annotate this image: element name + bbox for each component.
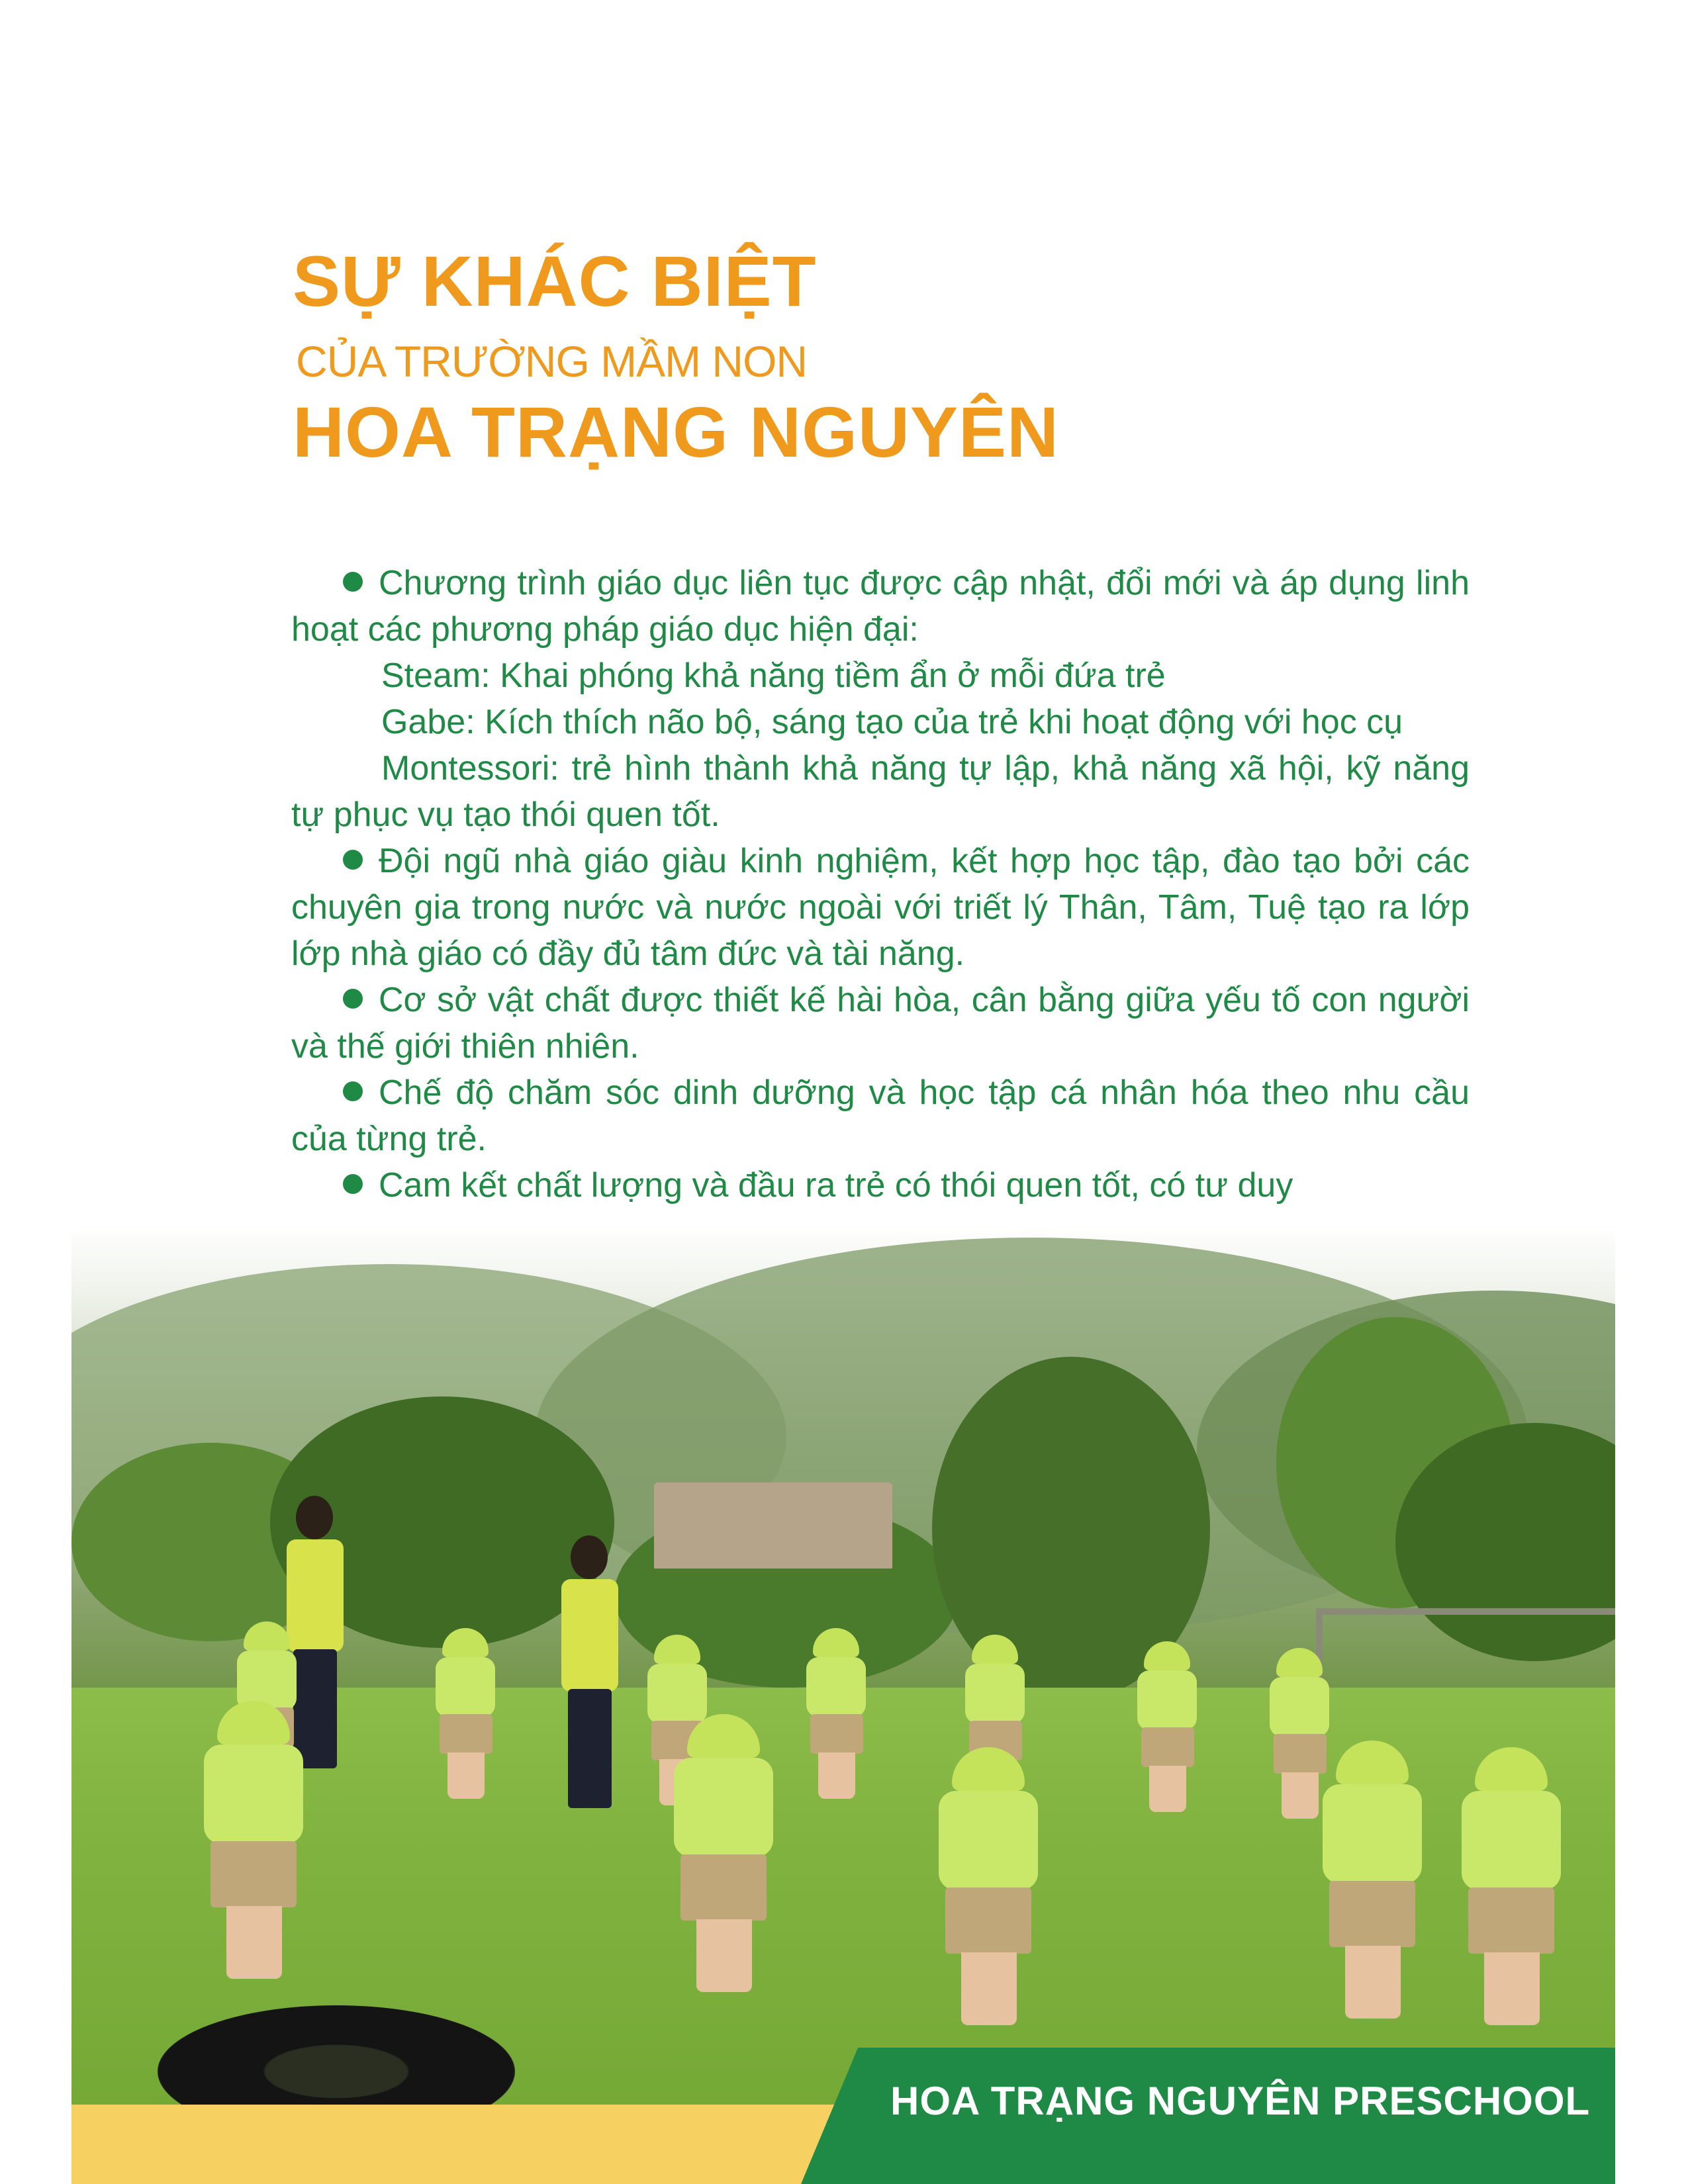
bullet-item xyxy=(291,977,1470,1069)
bullet-text: Đội ngũ nhà giáo giàu kinh nghiệm, kết hợp học tập, đào tạo bởi các chuyên gia trong nước và nước ngoài với triết lý Thân, Tâm, Tuệ tạo ra lớp lớp nhà giáo có đầy đủ tâm đức và tài năng. xyxy=(291,842,1470,973)
footer-label: HOA TRẠNG NGUYÊN PRESCHOOL xyxy=(890,2079,1591,2123)
bullet-item xyxy=(291,560,1470,653)
bullet-text: Cơ sở vật chất được thiết kế hài hòa, cân bằng giữa yếu tố con người và thế giới thiên nhiên. xyxy=(291,981,1470,1066)
bullet-dot-icon xyxy=(343,1174,363,1194)
cart-frame xyxy=(1316,1608,1615,1721)
bullet-dot-icon xyxy=(343,989,363,1009)
bullet-dot-icon xyxy=(343,572,363,592)
bullet-item xyxy=(291,1162,1470,1208)
title-line-2: CỦA TRƯỜNG MẦM NON xyxy=(296,337,808,386)
sub-item: Gabe: Kích thích não bộ, sáng tạo của trẻ khi hoạt động với học cụ xyxy=(381,703,1403,741)
bullet-item xyxy=(291,1069,1470,1162)
bullet-text: Chương trình giáo dục liên tục được cập nhật, đổi mới và áp dụng linh hoạt các phương pháp giáo dục hiện đại: xyxy=(291,564,1470,649)
children-playing-photo xyxy=(71,1224,1615,2105)
bullet-dot-icon xyxy=(343,850,363,870)
sub-item: Montessori: trẻ hình thành khả năng tự lập, khả năng xã hội, kỹ năng tự phục vụ tạo thói quen tốt. xyxy=(291,749,1470,834)
bullet-dot-icon xyxy=(343,1081,363,1101)
body-text xyxy=(291,560,1470,1208)
roof-shape xyxy=(654,1482,892,1569)
title-line-3: HOA TRẠNG NGUYÊN xyxy=(293,392,1060,472)
sub-item: Steam: Khai phóng khả năng tiềm ẩn ở mỗi đứa trẻ xyxy=(381,657,1166,695)
bullet-text: Cam kết chất lượng và đầu ra trẻ có thói quen tốt, có tư duy xyxy=(379,1166,1293,1205)
title-line-1: SỰ KHÁC BIỆT xyxy=(293,241,817,321)
bullet-text: Chế độ chăm sóc dinh dưỡng và học tập cá nhân hóa theo nhu cầu của từng trẻ. xyxy=(291,1073,1470,1158)
bullet-item xyxy=(291,838,1470,977)
